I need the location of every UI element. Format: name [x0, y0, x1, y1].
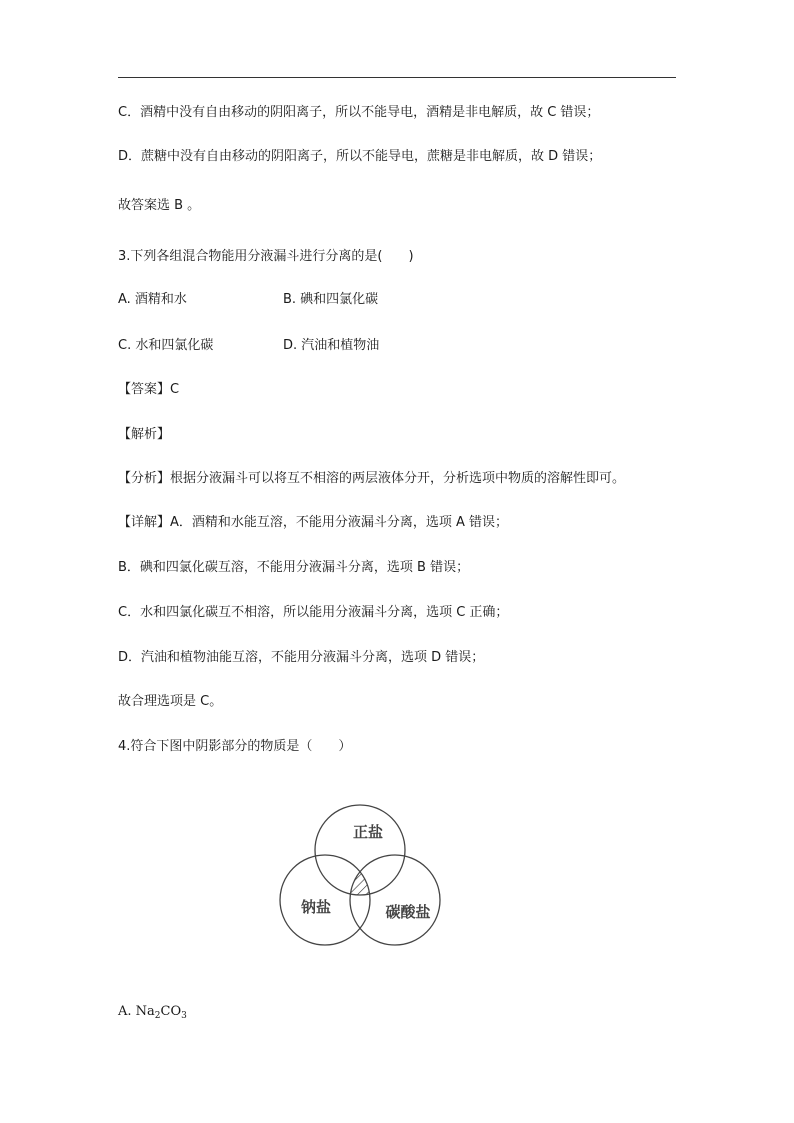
explanation-line-c: C．酒精中没有自由移动的阴阳离子，所以不能导电，酒精是非电解质，故 C 错误；	[118, 105, 600, 120]
question3-answer: 【答案】C	[118, 382, 180, 397]
question3-conclusion: 故合理选项是 C。	[118, 694, 223, 709]
question3-analysis-header: 【解析】	[118, 427, 171, 442]
question3-option-c: C. 水和四氯化碳	[118, 338, 214, 353]
question3-analysis: 【分析】根据分液漏斗可以将互不相溶的两层液体分开，分析选项中物质的溶解性即可。	[118, 471, 626, 486]
question4-option-a: A. $Na_2CO_3$	[118, 1004, 187, 1021]
question3-detail-b: B．碘和四氯化碳互溶，不能用分液漏斗分离，选项 B 错误；	[118, 560, 470, 575]
venn-label-right: 碳酸盐	[385, 903, 431, 921]
venn-label-top: 正盐	[352, 823, 384, 841]
question3-option-a: A. 酒精和水	[118, 292, 187, 307]
question3-stem: 3.下列各组混合物能用分液漏斗进行分离的是( )	[118, 249, 414, 264]
question3-option-b: B. 碘和四氯化碳	[283, 292, 379, 307]
question3-option-d: D. 汽油和植物油	[283, 338, 380, 353]
question4-stem: 4.符合下图中阴影部分的物质是（ ）	[118, 739, 352, 754]
explanation-conclusion: 故答案选 B 。	[118, 198, 201, 213]
explanation-line-d: D．蔗糖中没有自由移动的阴阳离子，所以不能导电，蔗糖是非电解质，故 D 错误；	[118, 149, 602, 164]
venn-label-left: 钠盐	[300, 898, 332, 916]
question3-detail-c: C．水和四氯化碳互不相溶，所以能用分液漏斗分离，选项 C 正确；	[118, 605, 509, 620]
venn-diagram	[270, 795, 450, 955]
question3-detail-a: 【详解】A．酒精和水能互溶，不能用分液漏斗分离，选项 A 错误；	[118, 515, 509, 530]
venn-circle-right	[350, 855, 440, 945]
header-rule	[118, 77, 676, 78]
question3-detail-d: D．汽油和植物油能互溶，不能用分液漏斗分离，选项 D 错误；	[118, 650, 485, 665]
